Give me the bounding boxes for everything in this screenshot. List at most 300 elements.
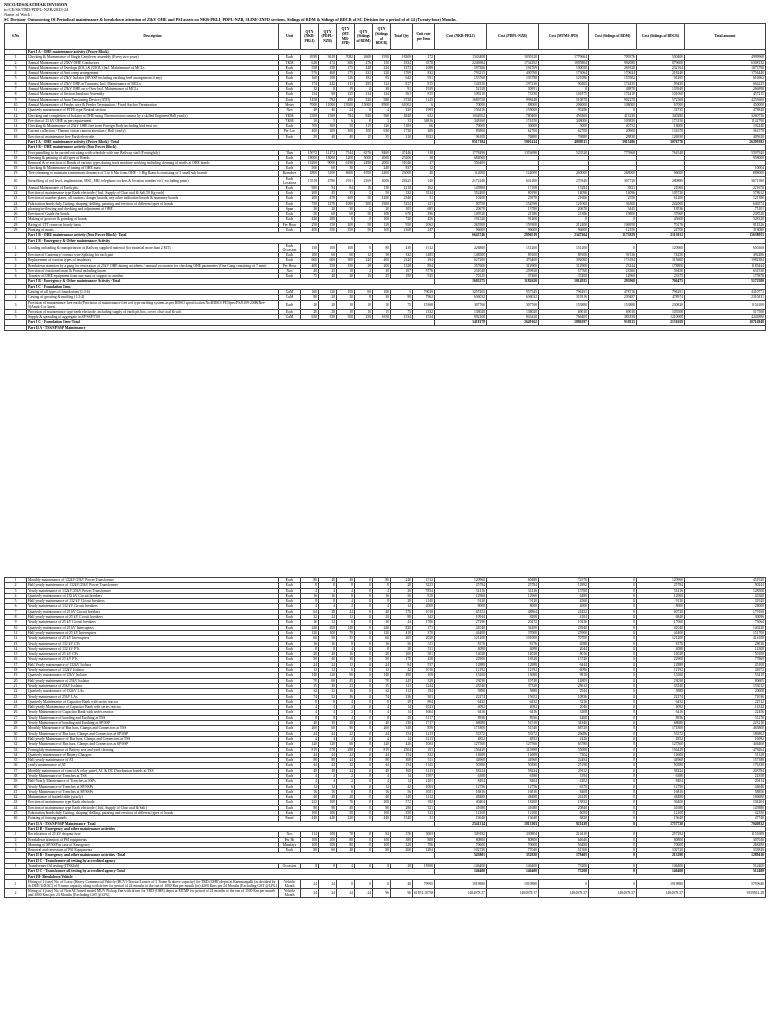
row-value: 17060 [637,620,685,625]
row-value: 80 [337,842,355,847]
row-unit: Each [279,155,301,160]
row-value: 446460 [685,742,766,747]
row-description: Breakdown attention by a gang for restoration of 25kV OHE during accidents / unusual occurance for checking OHE parameters (One Gang consisting of 7 men) [27,263,279,268]
row-value: 3671580 [685,176,766,185]
row-value: 0 [589,779,637,784]
row-value: 0 [355,726,373,731]
row-value: 8016 [539,652,589,657]
row-value: 2550 [589,196,637,201]
row-value: 28000 [685,604,766,609]
row-value: 0 [355,789,373,794]
row-value: 96600 [539,228,589,233]
row-sno: 2 [5,295,27,300]
row-description: Casting of grouting & muffing (1:2:4) [27,295,279,300]
row-sno: 1 [5,879,27,888]
row-value: 14960 [589,274,637,279]
row-value: 222 [301,800,319,805]
row-value: 53372 [487,731,539,736]
row-sno: 1 [5,55,27,60]
row-value: 12888 [435,662,487,667]
row-value: 60 [319,848,337,853]
row-value: 140 [413,176,435,185]
row-value: 126930 [637,134,685,139]
row-value: 0 [589,641,637,646]
row-value: 44 [301,752,319,757]
row-description: Erection of number plates, all caution / danger boards, any other indication boards & stummey boards [27,196,279,201]
row-value: 511 [413,641,435,646]
row-value: 130 [373,185,391,190]
row-value: 5888 [435,689,487,694]
row-value: 51128 [685,752,766,757]
row-description: Painting of fencing panels [27,816,279,821]
row-sno: 44 [5,805,27,810]
row-value: 0 [355,668,373,673]
total-value: 918115 [589,320,637,325]
total-value: 26299382 [685,140,766,145]
row-value: 2944 [539,689,589,694]
row-value: 631530 [685,268,766,273]
row-unit: Each [279,694,301,699]
row-value: 75064 [685,620,766,625]
row-sno: 41 [5,789,27,794]
row-value: 4310771 [685,290,766,295]
row-value: 3578 [413,60,435,65]
row-value: 48 [319,768,337,773]
row-value: 200 [337,222,355,227]
row-value: 6416 [487,710,539,715]
row-description: Half Yearly maintenance of 132kV Isolator [27,662,279,667]
row-value: 71036 [685,694,766,699]
row-value: 121200 [637,636,685,641]
row-value: 80 [373,805,391,810]
row-value: 0 [589,763,637,768]
row-sno: 6 [5,274,27,279]
row-value: 4 [373,705,391,710]
row-description: Annual Maintenance of 25kV OHE on x-Over Incl. Maintenance of MCLs [27,87,279,92]
row-value: 0 [355,864,373,869]
row-value: 357600 [435,263,487,268]
row-value: 34340 [539,721,589,726]
row-value: 295 [355,81,373,86]
row-value: 276 [355,60,373,65]
row-value: 121200 [435,636,487,641]
row-value: 220 [337,816,355,821]
row-unit: Each [279,747,301,752]
row-sno: 37 [5,768,27,773]
row-value: 1062 [413,222,435,227]
division-name: NICO/IDS/KATIHAR DIVISION [4,2,68,7]
row-value: 430 [391,243,413,252]
row-value: 456 [413,217,435,222]
row-value: 840 [355,113,373,118]
row-unit: Each [279,731,301,736]
row-description: Half-yearly Maintenance of Capacitor Bank with series reactor [27,705,279,710]
row-value: 45360 [685,593,766,598]
row-unit: Each [279,763,301,768]
row-value: 6378 [539,784,589,789]
row-value: 50 [337,124,355,129]
row-unit: Each [279,87,301,92]
row-value: 306 [337,60,355,65]
row-description: Biring of 1TT crane on hourly basis [27,222,279,227]
total-value: 1813303 [487,821,539,826]
section-heading-row [5,325,766,330]
row-value: 4999968 [685,55,766,60]
row-unit: Nos [279,108,301,113]
row-value: 2000 [373,161,391,166]
row-value: 114 [301,832,319,837]
row-value: 200 [373,726,391,731]
row-value: 130 [391,721,413,726]
row-value: 9120 [435,599,487,604]
row-value: 440 [373,816,391,821]
row-value: 1717 [413,721,435,726]
row-value: 312900 [487,263,539,268]
row-value: 126 [337,76,355,81]
row-description: Quarterly maintenance of 132 kV Circuit breakers [27,593,279,598]
row-value: 210 [391,134,413,139]
row-value: 1063 [413,742,435,747]
row-value: 118 [413,150,435,155]
row-sno: 26 [5,212,27,217]
row-value: 66 [413,124,435,129]
row-value: 782 [319,97,337,102]
row-value: 65152 [435,609,487,614]
row-value: 8 [319,864,337,869]
row-value: 80 [337,837,355,842]
row-value: 14 [391,736,413,741]
row-value: 80 [373,848,391,853]
col-unit-rate: Unit rate per Item [413,24,435,50]
row-value: 5939914.28 [685,889,766,898]
row-sno: 22 [5,689,27,694]
row-unit: Each [279,705,301,710]
row-unit: Each [279,625,301,630]
row-unit: Each [279,641,301,646]
row-value: 10 [373,300,391,309]
total-value: 146400 [487,869,539,874]
row-value: 16982 [685,736,766,741]
row-value: 0 [589,604,637,609]
row-value: 170624 [589,71,637,76]
row-value: 24 [337,609,355,614]
row-value: 80 [373,243,391,252]
row-value: 796291 [637,290,685,295]
row-value: 131670 [637,129,685,134]
row-value: 42 [391,784,413,789]
row-value: 140 [301,673,319,678]
row-description: Half yearly maintenance of 25 kV Circuit breakers [27,615,279,620]
row-value: 12756 [435,784,487,789]
row-unit: Each [279,811,301,816]
row-value: 232 [355,71,373,76]
row-description: Yearly maintenance of 25 kV PTs [27,657,279,662]
row-value: 23360 [589,268,637,273]
row-unit: Each [279,636,301,641]
row-value: 400 [301,263,319,268]
row-value: 13832 [539,800,589,805]
row-value: 646574 [685,201,766,206]
row-value: 73200 [539,864,589,869]
row-value: 0 [589,615,637,620]
row-value: 37400 [539,274,589,279]
row-value: 817 [391,81,413,86]
row-value: 145880 [685,805,766,810]
row-value: 0 [355,763,373,768]
row-value: 814326 [685,222,766,227]
row-sno: 5 [5,268,27,273]
row-value: 0 [589,736,637,741]
row-value: 400 [301,129,319,134]
row-value: 5597920 [685,150,766,155]
row-value: 5759640 [685,879,766,888]
row-value: 138020 [435,309,487,314]
row-value: 1500 [301,113,319,118]
row-value: 10 [355,300,373,309]
row-value: 4088 [539,641,589,646]
row-description: Yearly maintenance of 132 kV CTs [27,641,279,646]
row-value: 37400 [487,274,539,279]
row-value: 4104 [539,615,589,620]
row-sno: 2 [5,889,27,898]
row-value: 40 [319,795,337,800]
row-value: 226800 [435,243,487,252]
row-value: 69010 [589,309,637,314]
row-value: 250 [301,222,319,227]
row-value: 50 [337,811,355,816]
row-value: 56480 [539,842,589,847]
row-value: 31 [413,816,435,821]
row-value: 30 [337,206,355,211]
row-sno: 25 [5,705,27,710]
row-value: 6416 [637,710,685,715]
row-unit: Each [279,201,301,206]
row-value: 80605 [685,678,766,683]
row-unit: Meter [279,102,301,107]
row-value: 14322 [685,705,766,710]
row-sno: 8 [5,615,27,620]
row-value: 289 [413,129,435,134]
row-value: 42350 [685,811,766,816]
row-description: Annual Maintenance of Anti creep arrangement [27,71,279,76]
row-sno: 20 [5,176,27,185]
total-label: Part I B - OHE maintenance activity (Non Power Block)- Total [27,233,435,238]
row-value: 35 [337,191,355,196]
row-value: 91295 [637,76,685,81]
row-unit: Each [279,65,301,70]
row-value: 2 [337,773,355,778]
row-value: 8 [319,87,337,92]
row-value: 16 [319,641,337,646]
tender-reference: to:CE/SS/TRD/PDPL-NZB/2023-24 [4,7,69,12]
row-value: 628 [301,60,319,65]
row-value: 16 [301,593,319,598]
row-value: 12756 [487,784,539,789]
row-value: 70600 [435,842,487,847]
row-unit: TKM [279,113,301,118]
row-sno: 10 [5,102,27,107]
row-sno: 4 [5,309,27,314]
row-value: 120960 [435,578,487,583]
row-value: 1016 [413,668,435,673]
row-description: yearly maintenance of AT [27,763,279,768]
row-value: 0 [539,879,589,888]
row-sno: 11 [5,630,27,635]
row-value: 588 [373,97,391,102]
row-value: 74 [373,694,391,699]
row-value: 1284 [413,848,435,853]
row-value: 1919880 [637,879,685,888]
row-value: 1534 [413,315,435,320]
row-value: 174 [301,81,319,86]
row-value: 0 [355,699,373,704]
total-label: Part I B - Emergency & Other maintenance Activity -Total [27,279,435,284]
row-value: 48 [319,609,337,614]
row-value: 11472 [319,150,337,155]
row-value: 160 [301,290,319,295]
row-value: 4 [373,779,391,784]
row-value: 100 [373,228,391,233]
row-value: 121 [413,201,435,206]
row-value: 240 [373,625,391,630]
row-value: 32 [301,689,319,694]
row-value: 83800 [435,129,487,134]
row-value: 59450 [637,268,685,273]
row-unit: Each [279,228,301,233]
row-description: Yearly Maintenance of Bus bars, Clamps and Connectors at SP/SSP [27,731,279,736]
row-value: 259920 [487,268,539,273]
row-sno: 22 [5,191,27,196]
row-unit: Per Hour [279,222,301,227]
row-value: 6480 [539,593,589,598]
row-value: 4 [319,604,337,609]
row-value: 352400 [435,191,487,196]
row-sno: 11 [5,108,27,113]
row-value: 10 [337,268,355,273]
row-value: 8 [373,864,391,869]
total-value: 766475 [637,279,685,284]
row-value: 12 [301,668,319,673]
row-value: 51360 [539,848,589,853]
row-sno: 4 [5,593,27,598]
row-unit: Each [279,583,301,588]
row-value: 3445 [589,206,637,211]
row-sno: 18 [5,155,27,160]
row-value: 18320 [487,657,539,662]
row-value: 23375 [637,274,685,279]
row-value: 1023 [413,705,435,710]
row-value: 10 [337,309,355,314]
row-sno: 14 [5,646,27,651]
row-value: 15000 [355,102,373,107]
row-unit: Each [279,55,301,60]
row-value: 35 [301,683,319,688]
row-value: 3223 [413,583,435,588]
row-value: 31735 [637,108,685,113]
row-value: 511 [413,758,435,763]
row-value: 191520 [435,217,487,222]
row-value: 23244 [589,263,637,268]
row-value: 108000 [589,102,637,107]
row-value: 8 [373,583,391,588]
row-value: 96600 [435,228,487,233]
row-value: 8176 [637,641,685,646]
row-value: 151200 [487,243,539,252]
row-value: 1485 [413,253,435,258]
row-value: 6308132 [685,60,766,65]
row-value: 12756 [637,784,685,789]
row-value: 0 [589,108,637,113]
row-value: 44968 [637,758,685,763]
row-unit: Each [279,662,301,667]
row-value: 95 [373,76,391,81]
row-unit: Each [279,646,301,651]
row-value: 40720 [637,609,685,614]
row-unit: Each [279,134,301,139]
total-value: 543801 [435,853,487,858]
row-value: 16 [301,789,319,794]
col-total-qty: Total Qty [391,24,413,50]
row-value: 70000 [435,124,487,129]
row-unit: Each [279,758,301,763]
total-value: 146400 [637,869,685,874]
row-value: 319316 [539,295,589,300]
row-value: 84 [373,832,391,837]
row-value: 2608 [355,55,373,60]
row-value: 0 [589,662,637,667]
row-value: 10944 [435,615,487,620]
row-value: 44968 [435,758,487,763]
row-value: 0 [539,217,589,222]
row-value: 100 [301,253,319,258]
col-qty-bdcr: QTY (Sidings of BDCR) [373,24,391,50]
row-value: 400 [337,196,355,201]
row-value: 12892 [539,583,589,588]
total-value: 1173929 [589,233,637,238]
total-label: Part II A - TSS/SP/SSP Maintenance- Total [27,821,435,826]
row-value: 307760 [435,300,487,309]
row-value: 40 [337,848,355,853]
row-value: 44 [373,763,391,768]
row-value: 173150 [637,118,685,123]
row-value: 14028 [637,652,685,657]
row-value: 41040 [435,625,487,630]
table-header-row [5,24,766,50]
row-unit: Each [279,784,301,789]
row-value: 80190 [487,191,539,196]
row-value: 641200 [487,176,539,185]
row-value: 28 [355,263,373,268]
row-value: 1484978.57 [589,889,637,898]
row-value: 4088 [435,646,487,651]
row-value: 154 [391,752,413,757]
row-value: 192440 [685,124,766,129]
row-value: 15072 [301,150,319,155]
total-value: 146400 [435,869,487,874]
row-value: 28 [319,652,337,657]
row-value: 0 [355,742,373,747]
row-value: 8 [319,599,337,604]
row-value: 80 [319,805,337,810]
total-value: 2996519 [487,233,539,238]
row-value: 837 [391,166,413,171]
row-value: 350 [319,263,337,268]
row-value: 4 [337,646,355,651]
row-value: 530400 [637,55,685,60]
row-value: 36300 [589,201,637,206]
row-value: 40 [301,795,319,800]
row-value: 146400 [487,864,539,869]
